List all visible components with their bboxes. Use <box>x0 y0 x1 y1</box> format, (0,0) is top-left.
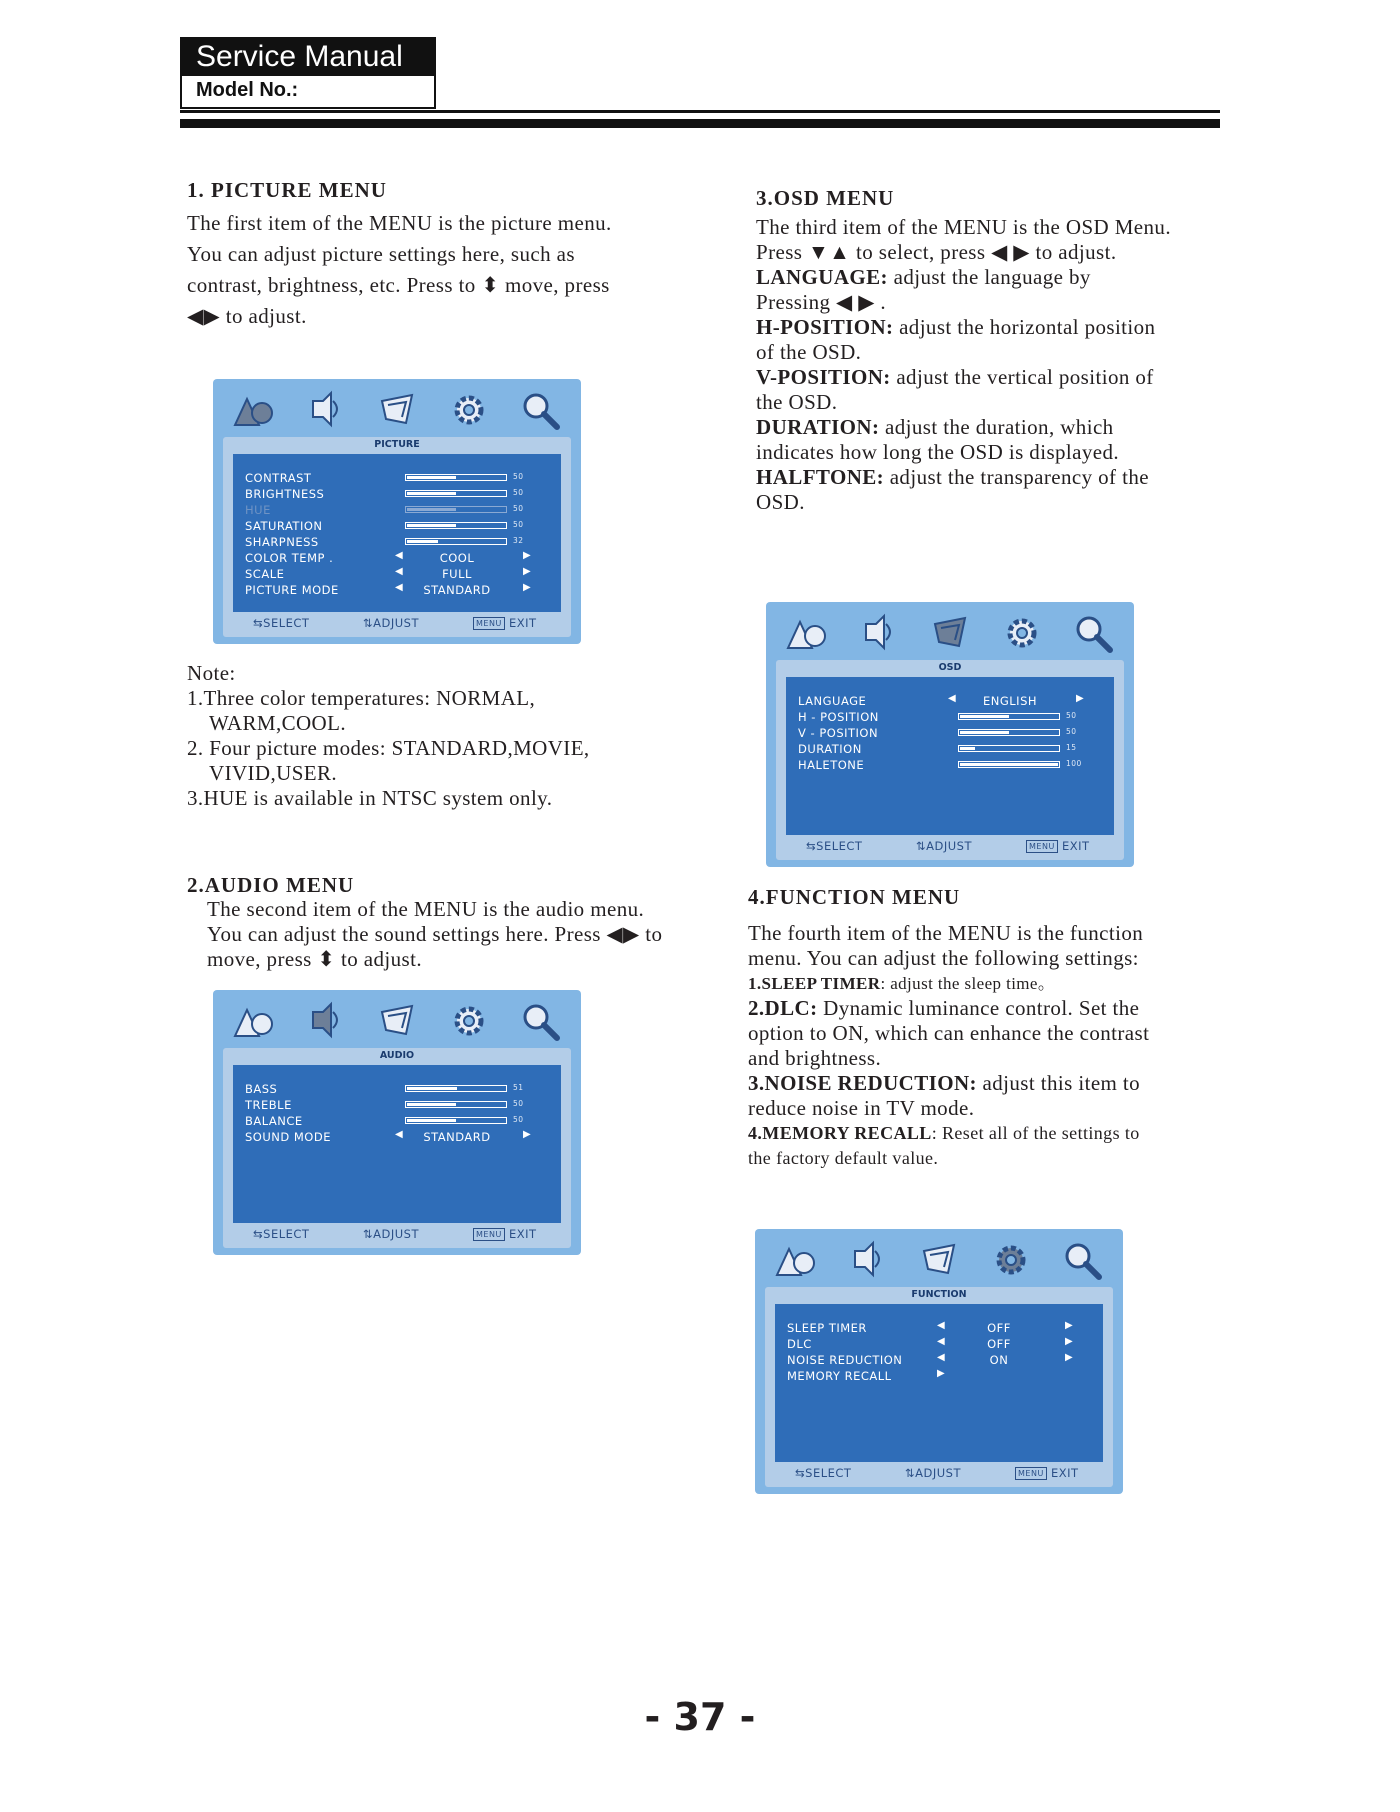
level-bar <box>958 761 1060 768</box>
osd-item-vpos <box>756 365 1171 390</box>
osd-icon <box>374 1000 420 1042</box>
option-value: STANDARD <box>423 1130 491 1144</box>
menu-key-icon: MENU <box>473 617 505 630</box>
adjust-arrows-icon: ⇅ <box>916 839 927 853</box>
osd-icon <box>916 1239 962 1281</box>
level-value: 50 <box>513 488 524 497</box>
footer-select-label: SELECT <box>263 616 310 630</box>
option-value: ON <box>989 1353 1009 1367</box>
menu-row <box>798 758 1098 774</box>
level-value: 50 <box>513 520 524 529</box>
function-item-cont: the factory default value. <box>748 1148 939 1168</box>
menu-row <box>245 1114 545 1130</box>
osd-intro-line: Press ▼▲ to select, press ◀ ▶ to adjust. <box>756 240 1117 264</box>
menu-row-label: BALANCE <box>245 1114 303 1128</box>
footer-exit-label: EXIT <box>1057 839 1090 853</box>
menu-row <box>787 1337 1087 1353</box>
level-bar <box>958 729 1060 736</box>
search-icon <box>517 389 563 431</box>
arrow-right-icon: ▶ <box>1065 1352 1074 1363</box>
function-term: 1.SLEEP TIMER <box>748 974 881 993</box>
menu-key-icon: MENU <box>1026 840 1058 853</box>
audio-line: move, press ⬍ to adjust. <box>207 947 423 971</box>
osd-term: V-POSITION: <box>756 365 891 389</box>
menu-row <box>245 471 545 487</box>
picture-icon <box>231 389 277 431</box>
level-fill <box>407 1087 457 1090</box>
footer-select-label: SELECT <box>816 839 863 853</box>
menu-frame <box>776 660 1124 860</box>
function-menu-screen <box>755 1229 1123 1494</box>
menu-row <box>245 503 545 519</box>
osd-desc: adjust the duration, which <box>879 415 1114 439</box>
level-fill <box>960 715 1009 718</box>
menu-row <box>787 1369 1087 1385</box>
osd-desc: adjust the vertical position of <box>890 365 1154 389</box>
function-item-cont: option to ON, which can enhance the contrast <box>748 1021 1150 1045</box>
menu-row-label: V - POSITION <box>798 726 879 740</box>
level-value: 50 <box>513 1115 524 1124</box>
menu-frame <box>765 1287 1113 1487</box>
level-bar <box>958 713 1060 720</box>
function-desc: : Reset all of the settings to <box>931 1123 1140 1143</box>
menu-row <box>798 710 1098 726</box>
menu-row-label: SHARPNESS <box>245 535 319 549</box>
adjust-arrows-icon: ⇅ <box>363 616 374 630</box>
level-bar <box>405 1101 507 1108</box>
menu-title: PICTURE <box>374 439 420 450</box>
arrow-left-icon: ◀ <box>948 693 957 704</box>
menu-icon-strip <box>784 612 1116 654</box>
menu-body <box>775 1304 1103 1462</box>
level-bar <box>405 474 507 481</box>
menu-row-label: SATURATION <box>245 519 323 533</box>
function-icon <box>446 389 492 431</box>
level-bar <box>405 1085 507 1092</box>
osd-icon <box>374 389 420 431</box>
level-value: 50 <box>513 504 524 513</box>
menu-row-label: NOISE REDUCTION <box>787 1353 903 1367</box>
osd-item-language <box>756 265 1171 290</box>
function-icon <box>988 1239 1034 1281</box>
level-bar <box>405 538 507 545</box>
picture-icon <box>773 1239 819 1281</box>
footer-select-label: SELECT <box>805 1466 852 1480</box>
osd-term: LANGUAGE: <box>756 265 888 289</box>
picture-menu-heading: 1. PICTURE MENU <box>187 178 387 202</box>
osd-item-cont: OSD. <box>756 490 805 514</box>
menu-row <box>798 694 1098 710</box>
arrow-right-icon: ▶ <box>937 1368 946 1379</box>
level-fill <box>407 476 456 479</box>
menu-row <box>245 1130 545 1146</box>
arrow-right-icon: ▶ <box>1065 1320 1074 1331</box>
level-value: 50 <box>1066 727 1077 736</box>
picture-icon <box>784 612 830 654</box>
level-fill <box>407 1119 456 1122</box>
function-menu-text <box>748 921 1149 1171</box>
note-title: Note: <box>187 661 236 685</box>
osd-item-cont: indicates how long the OSD is displayed. <box>756 440 1120 464</box>
arrow-right-icon: ▶ <box>523 582 532 593</box>
level-fill <box>960 763 1058 766</box>
audio-icon <box>856 612 902 654</box>
level-fill <box>407 540 438 543</box>
menu-row-label: CONTRAST <box>245 471 312 485</box>
menu-row-label: DURATION <box>798 742 862 756</box>
audio-icon <box>845 1239 891 1281</box>
level-value: 50 <box>513 472 524 481</box>
menu-title: FUNCTION <box>911 1289 967 1300</box>
menu-row <box>245 583 545 599</box>
note-line: 1.Three color temperatures: NORMAL, <box>187 686 536 710</box>
level-fill <box>407 508 456 511</box>
option-value: STANDARD <box>423 583 491 597</box>
menu-row <box>787 1321 1087 1337</box>
level-value: 32 <box>513 536 524 545</box>
function-icon <box>446 1000 492 1042</box>
osd-item-halftone <box>756 465 1171 490</box>
menu-footer <box>776 839 1124 857</box>
footer-exit-label: EXIT <box>1046 1466 1079 1480</box>
select-arrows-icon: ⇆ <box>253 1227 264 1241</box>
select-arrows-icon: ⇆ <box>806 839 817 853</box>
select-arrows-icon: ⇆ <box>253 616 264 630</box>
option-value: ENGLISH <box>982 694 1038 708</box>
menu-row <box>245 535 545 551</box>
menu-row <box>245 567 545 583</box>
osd-desc: adjust the language by <box>887 265 1091 289</box>
search-icon <box>1059 1239 1105 1281</box>
menu-footer <box>223 616 571 634</box>
arrow-right-icon: ▶ <box>1076 693 1085 704</box>
menu-frame <box>223 1048 571 1248</box>
function-menu-heading: 4.FUNCTION MENU <box>748 885 961 909</box>
menu-key-icon: MENU <box>473 1228 505 1241</box>
osd-term: H-POSITION: <box>756 315 894 339</box>
level-value: 50 <box>1066 711 1077 720</box>
menu-footer <box>223 1227 571 1245</box>
menu-row-label: BASS <box>245 1082 278 1096</box>
function-intro-line: menu. You can adjust the following settings: <box>748 946 1139 970</box>
osd-desc: adjust the transparency of the <box>884 465 1149 489</box>
osd-menu-screen <box>766 602 1134 867</box>
menu-row <box>245 519 545 535</box>
footer-exit-label: EXIT <box>504 1227 537 1241</box>
menu-row <box>245 551 545 567</box>
picture-icon <box>231 1000 277 1042</box>
model-label: Model No.: <box>196 79 299 101</box>
header-rule-thin <box>180 110 1220 113</box>
arrow-right-icon: ▶ <box>523 566 532 577</box>
menu-title: AUDIO <box>379 1050 415 1061</box>
function-item-sleep <box>748 971 1149 996</box>
option-value: OFF <box>987 1321 1011 1335</box>
note-line: VIVID,USER. <box>209 761 338 785</box>
note-block <box>187 661 590 811</box>
menu-row-label: TREBLE <box>245 1098 292 1112</box>
function-item-noise <box>748 1071 1149 1096</box>
level-bar <box>405 490 507 497</box>
menu-row-label: DLC <box>787 1337 812 1351</box>
menu-icon-strip <box>231 1000 563 1042</box>
menu-row-label: PICTURE MODE <box>245 583 339 597</box>
osd-item-cont: of the OSD. <box>756 340 862 364</box>
menu-row-label: HALETONE <box>798 758 865 772</box>
menu-title: OSD <box>938 662 962 673</box>
audio-menu-text <box>207 897 662 972</box>
picture-line: contrast, brightness, etc. Press to ⬍ move, press <box>187 273 610 297</box>
footer-exit-label: EXIT <box>504 616 537 630</box>
picture-line: The first item of the MENU is the picture menu. <box>187 211 612 235</box>
footer-select-label: SELECT <box>263 1227 310 1241</box>
osd-term: HALFTONE: <box>756 465 885 489</box>
menu-body <box>786 677 1114 835</box>
osd-icon <box>927 612 973 654</box>
menu-row-label: H - POSITION <box>798 710 879 724</box>
level-bar <box>958 745 1060 752</box>
arrow-left-icon: ◀ <box>395 582 404 593</box>
note-line: 3.HUE is available in NTSC system only. <box>187 786 553 810</box>
menu-row <box>798 742 1098 758</box>
level-bar <box>405 1117 507 1124</box>
level-fill <box>960 731 1009 734</box>
osd-item-cont: the OSD. <box>756 390 838 414</box>
function-item-cont: reduce noise in TV mode. <box>748 1096 975 1120</box>
arrow-left-icon: ◀ <box>395 550 404 561</box>
function-item-cont: and brightness. <box>748 1046 882 1070</box>
adjust-arrows-icon: ⇅ <box>363 1227 374 1241</box>
option-value: COOL <box>439 551 475 565</box>
menu-key-icon: MENU <box>1015 1467 1047 1480</box>
arrow-left-icon: ◀ <box>395 1129 404 1140</box>
audio-menu-screen <box>213 990 581 1255</box>
menu-row-label: BRIGHTNESS <box>245 487 325 501</box>
menu-icon-strip <box>231 389 563 431</box>
level-value: 100 <box>1066 759 1082 768</box>
function-term: 3.NOISE REDUCTION: <box>748 1071 977 1095</box>
adjust-arrows-icon: ⇅ <box>905 1466 916 1480</box>
picture-line: ◀▶ to adjust. <box>187 304 307 328</box>
note-line: WARM,COOL. <box>209 711 347 735</box>
osd-desc: adjust the horizontal position <box>893 315 1156 339</box>
osd-term: DURATION: <box>756 415 880 439</box>
page-number: - 37 - <box>644 1695 756 1739</box>
footer-adjust-label: ADJUST <box>373 616 419 630</box>
picture-line: You can adjust picture settings here, such as <box>187 242 575 266</box>
menu-row-label: LANGUAGE <box>798 694 867 708</box>
level-fill <box>407 492 456 495</box>
menu-row-label: MEMORY RECALL <box>787 1369 892 1383</box>
menu-body <box>233 454 561 612</box>
menu-row-label: SOUND MODE <box>245 1130 331 1144</box>
level-fill <box>407 1103 456 1106</box>
function-term: 4.MEMORY RECALL <box>748 1123 932 1143</box>
footer-adjust-label: ADJUST <box>373 1227 419 1241</box>
menu-footer <box>765 1466 1113 1484</box>
arrow-left-icon: ◀ <box>937 1352 946 1363</box>
function-intro-line: The fourth item of the MENU is the function <box>748 921 1144 945</box>
option-value: OFF <box>987 1337 1011 1351</box>
level-value: 15 <box>1066 743 1077 752</box>
option-value: FULL <box>442 567 472 581</box>
function-item-dlc <box>748 996 1149 1021</box>
picture-menu-screen <box>213 379 581 644</box>
function-icon <box>999 612 1045 654</box>
function-term: 2.DLC: <box>748 996 818 1020</box>
menu-row <box>245 1082 545 1098</box>
footer-adjust-label: ADJUST <box>926 839 972 853</box>
function-desc: Dynamic luminance control. Set the <box>817 996 1140 1020</box>
menu-row <box>245 487 545 503</box>
menu-row-label: COLOR TEMP . <box>245 551 334 565</box>
function-desc: : adjust the sleep time。 <box>880 974 1056 993</box>
header-rule-thick <box>180 119 1220 128</box>
menu-row <box>798 726 1098 742</box>
picture-menu-text <box>187 208 612 332</box>
osd-item-cont: Pressing ◀ ▶ . <box>756 290 887 314</box>
arrow-left-icon: ◀ <box>937 1320 946 1331</box>
level-bar <box>405 506 507 513</box>
function-item-memory <box>748 1121 1149 1146</box>
osd-menu-heading: 3.OSD MENU <box>756 186 895 210</box>
footer-adjust-label: ADJUST <box>915 1466 961 1480</box>
level-fill <box>407 524 456 527</box>
menu-row <box>245 1098 545 1114</box>
level-fill <box>960 747 975 750</box>
level-value: 51 <box>513 1083 524 1092</box>
osd-item-duration <box>756 415 1171 440</box>
audio-icon <box>303 389 349 431</box>
function-desc: adjust this item to <box>976 1071 1141 1095</box>
audio-menu-heading: 2.AUDIO MENU <box>187 873 355 897</box>
osd-item-hpos <box>756 315 1171 340</box>
arrow-right-icon: ▶ <box>523 550 532 561</box>
note-line: 2. Four picture modes: STANDARD,MOVIE, <box>187 736 590 760</box>
menu-body <box>233 1065 561 1223</box>
level-value: 50 <box>513 1099 524 1108</box>
menu-row-label: SLEEP TIMER <box>787 1321 867 1335</box>
osd-menu-text <box>756 215 1171 515</box>
audio-line: You can adjust the sound settings here. Press ◀▶ to <box>207 922 663 946</box>
menu-row <box>787 1353 1087 1369</box>
search-icon <box>517 1000 563 1042</box>
audio-line: The second item of the MENU is the audio menu. <box>207 897 645 921</box>
arrow-left-icon: ◀ <box>395 566 404 577</box>
menu-row-label: SCALE <box>245 567 285 581</box>
menu-row-label: HUE <box>245 503 271 517</box>
select-arrows-icon: ⇆ <box>795 1466 806 1480</box>
header-title: Service Manual <box>180 37 436 76</box>
search-icon <box>1070 612 1116 654</box>
arrow-left-icon: ◀ <box>937 1336 946 1347</box>
osd-intro-line: The third item of the MENU is the OSD Menu. <box>756 215 1171 239</box>
arrow-right-icon: ▶ <box>523 1129 532 1140</box>
arrow-right-icon: ▶ <box>1065 1336 1074 1347</box>
level-bar <box>405 522 507 529</box>
menu-frame <box>223 437 571 637</box>
menu-icon-strip <box>773 1239 1105 1281</box>
audio-icon <box>303 1000 349 1042</box>
